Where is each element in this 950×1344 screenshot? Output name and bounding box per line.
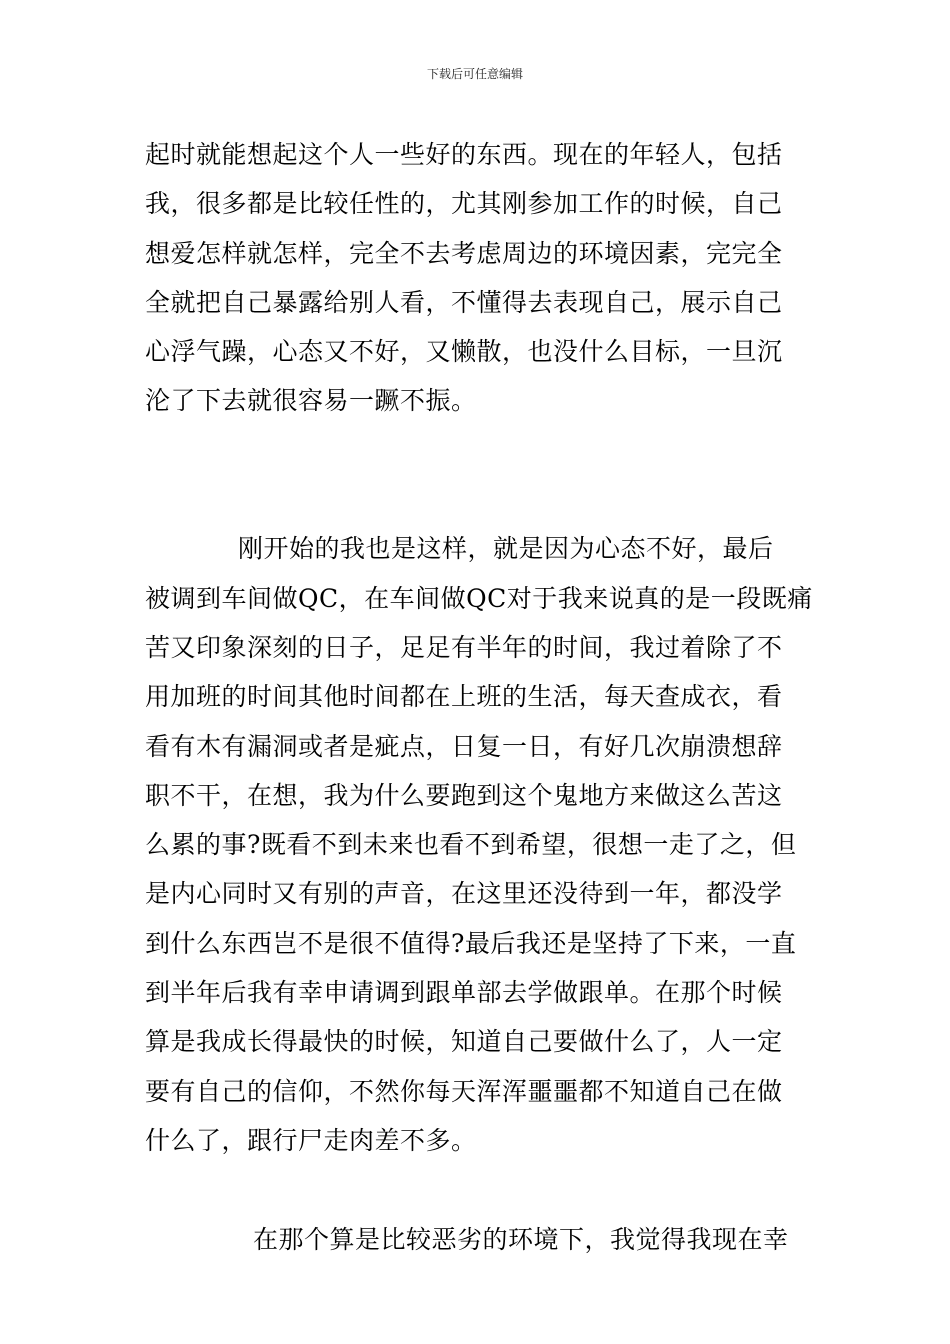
text-line: 在那个算是比较恶劣的环境下，我觉得我现在幸 <box>253 1224 789 1254</box>
paragraph-gap <box>145 1165 805 1214</box>
text-line: 刚开始的我也是这样，就是因为心态不好，最后 <box>238 534 774 564</box>
text-line: 是内心同时又有别的声音，在这里还没待到一年，都没学 <box>145 879 783 909</box>
text-line: 被调到车间做QC，在车间做QC对于我来说真的是一段既痛 <box>145 583 813 613</box>
text-line: 我，很多都是比较任性的，尤其刚参加工作的时候，自己 <box>145 189 783 219</box>
text-line: 么累的事?既看不到未来也看不到希望，很想一走了之，但 <box>145 830 797 860</box>
text-line: 想爱怎样就怎样，完全不去考虑周边的环境因素，完完全 <box>145 238 783 268</box>
paragraph <box>145 1215 805 1264</box>
text-line: 起时就能想起这个人一些好的东西。现在的年轻人，包括 <box>145 140 783 169</box>
page-header: 下载后可任意编辑 <box>426 67 523 81</box>
text-line: 到半年后我有幸申请调到跟单部去学做跟单。在那个时候 <box>145 978 783 1008</box>
paragraph-gap <box>145 426 805 475</box>
document-body <box>145 130 813 1264</box>
text-line: 看有木有漏洞或者是疵点，日复一日，有好几次崩溃想辞 <box>145 731 783 761</box>
text-line: 沦了下去就很容易一蹶不振。 <box>145 386 477 416</box>
text-line: 职不干，在想，我为什么要跑到这个鬼地方来做这么苦这 <box>145 780 783 810</box>
text-line: 到什么东西岂不是很不值得?最后我还是坚持了下来，一直 <box>145 928 797 958</box>
paragraph <box>145 524 813 1165</box>
paragraph <box>145 130 805 426</box>
text-line: 苦又印象深刻的日子，足足有半年的时间，我过着除了不 <box>145 632 783 662</box>
text-line: 心浮气躁，心态又不好，又懒散，也没什么目标，一旦沉 <box>145 337 783 367</box>
text-line: 全就把自己暴露给别人看，不懂得去表现自己，展示自己 <box>145 287 783 317</box>
text-line: 算是我成长得最快的时候，知道自己要做什么了，人一定 <box>145 1027 783 1057</box>
text-line: 用加班的时间其他时间都在上班的生活，每天查成衣，看 <box>145 682 783 712</box>
text-line: 要有自己的信仰，不然你每天浑浑噩噩都不知道自己在做 <box>145 1076 783 1106</box>
paragraph-gap <box>145 475 805 524</box>
text-line: 什么了，跟行尸走肉差不多。 <box>145 1125 477 1155</box>
